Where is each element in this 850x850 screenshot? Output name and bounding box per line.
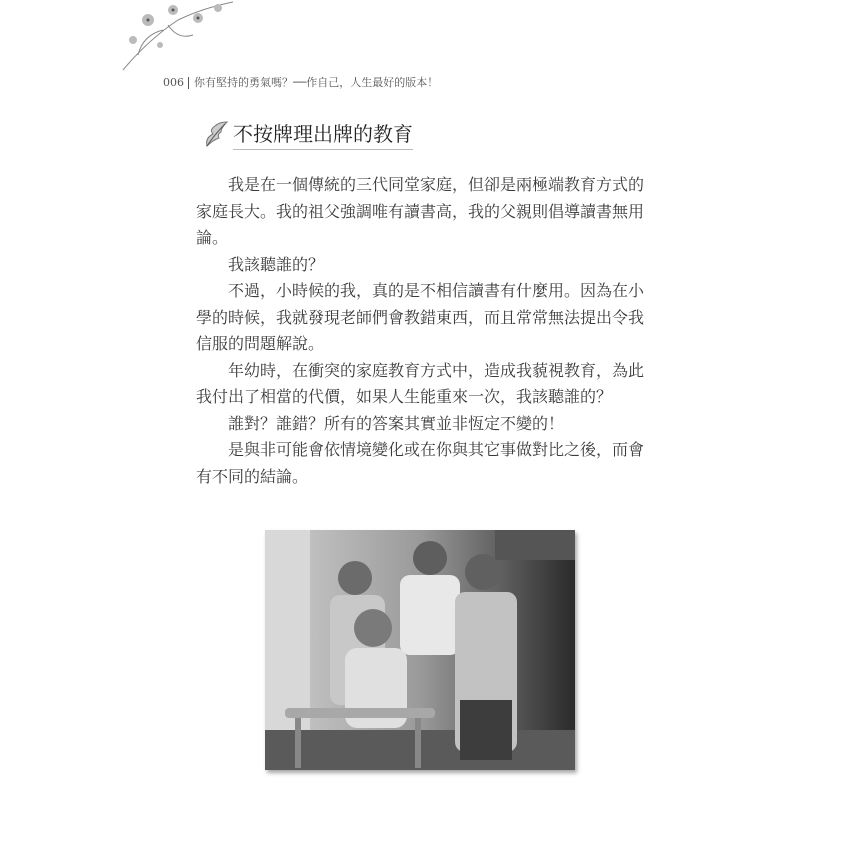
paragraph: 不過，小時候的我，真的是不相信讀書有什麼用。因為在小學的時候，我就發現老師們會教錯東西，而且常常無法提出令我信服的問題解說。: [196, 281, 645, 353]
paragraph: 年幼時，在衝突的家庭教育方式中，造成我藐視教育，為此我付出了相當的代價，如果人生能重來一次，我該聽誰的？: [196, 360, 645, 406]
running-header: [163, 74, 438, 90]
body-text: [196, 172, 644, 490]
paragraph: 誰對？誰錯？所有的答案其實並非恆定不變的！: [228, 413, 565, 433]
section-title: 不按牌理出牌的教育: [233, 118, 413, 150]
paragraph: 是與非可能會依情境變化或在你與其它事做對比之後，而會有不同的結論。: [196, 440, 645, 486]
page-number: 006: [163, 76, 184, 89]
section-heading: [203, 118, 413, 150]
divider: [188, 77, 189, 89]
family-photo: [265, 530, 575, 770]
running-title: 你有堅持的勇氣嗎？──作自己，人生最好的版本！: [194, 76, 439, 89]
paragraph: 我是在一個傳統的三代同堂家庭，但卻是兩極端教育方式的家庭長大。我的祖父強調唯有讀書高，我的父親則倡導讀書無用論。: [196, 175, 645, 247]
quill-icon: [203, 120, 229, 148]
floral-decoration: [118, 0, 238, 75]
paragraph: 我該聽誰的？: [228, 254, 325, 274]
